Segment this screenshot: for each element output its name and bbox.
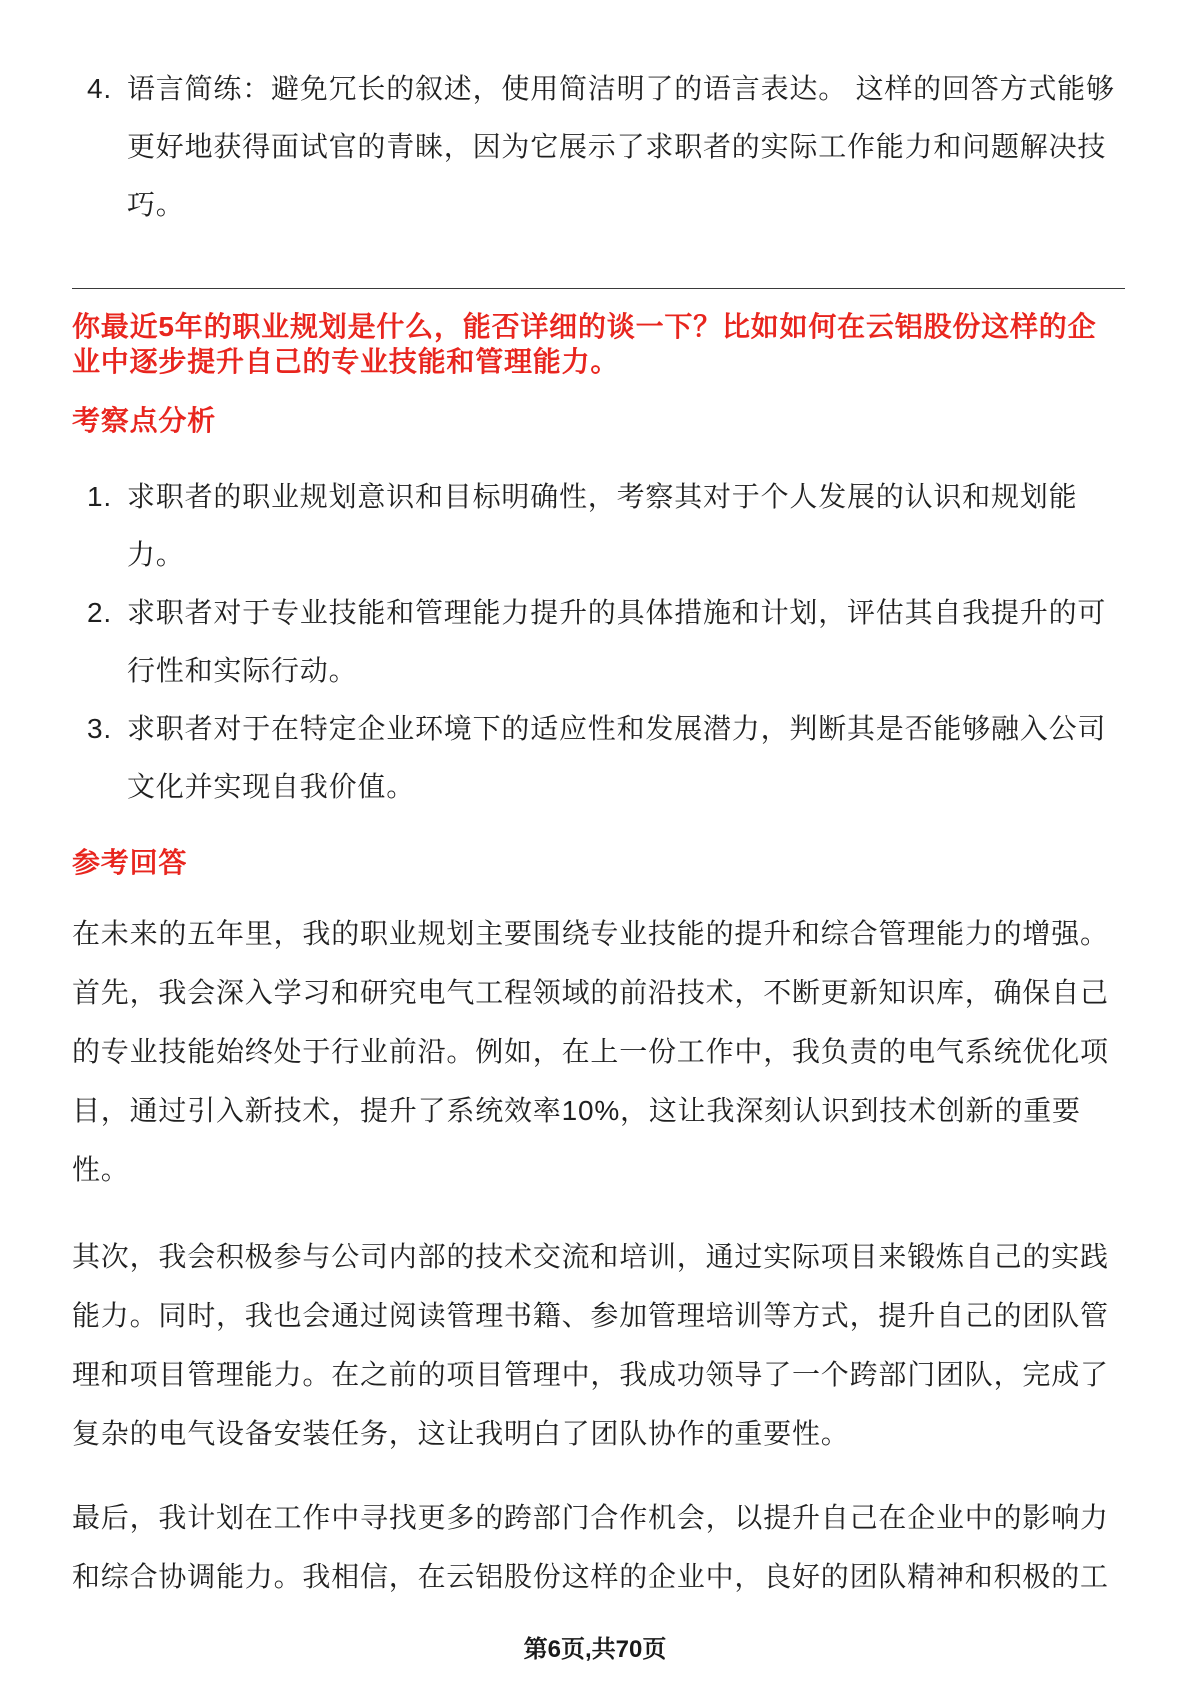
answer-paragraph: 其次，我会积极参与公司内部的技术交流和培训，通过实际项目来锻炼自己的实践能力。同时，我也会通过阅读管理书籍、参加管理培训等方式，提升自己的团队管理和项目管理能力。在之前的项目管理中，我成功领导了一个跨部门团队，完成了复杂的电气设备安装任务，这让我明白了团队协作的重要性。	[72, 1241, 1109, 1449]
previous-list-item	[72, 60, 1118, 234]
list-item	[72, 700, 1118, 816]
page-number: 第6页,共70页	[523, 1636, 667, 1663]
interview-question: 你最近5年的职业规划是什么，能否详细的谈一下？比如如何在云铝股份这样的企业中逐步提升自己的专业技能和管理能力。	[72, 311, 1097, 377]
list-item-text: 求职者的职业规划意识和目标明确性，考察其对于个人发展的认识和规划能力。	[127, 481, 1078, 570]
list-item-number: 4.	[87, 73, 112, 104]
list-item-number: 3.	[87, 713, 112, 744]
list-item	[72, 584, 1118, 700]
page-content	[72, 60, 1118, 1606]
list-item-text: 求职者对于在特定企业环境下的适应性和发展潜力，判断其是否能够融入公司文化并实现自我价值。	[127, 713, 1107, 802]
answer-heading: 参考回答	[72, 847, 188, 878]
list-item	[72, 468, 1118, 584]
list-item-text: 语言简练：避免冗长的叙述，使用简洁明了的语言表达。 这样的回答方式能够更好地获得面试官的青睐，因为它展示了求职者的实际工作能力和问题解决技巧。	[127, 73, 1115, 220]
list-item-number: 1.	[87, 481, 112, 512]
list-item-text: 求职者对于专业技能和管理能力提升的具体措施和计划，评估其自我提升的可行性和实际行动。	[127, 597, 1107, 686]
analysis-list	[72, 468, 1118, 816]
analysis-heading: 考察点分析	[72, 405, 217, 436]
list-item-number: 2.	[87, 597, 112, 628]
section-divider	[72, 288, 1125, 289]
answer-paragraph: 最后，我计划在工作中寻找更多的跨部门合作机会，以提升自己在企业中的影响力和综合协调能力。我相信，在云铝股份这样的企业中，良好的团队精神和积极的工	[72, 1502, 1109, 1592]
answer-paragraph: 在未来的五年里，我的职业规划主要围绕专业技能的提升和综合管理能力的增强。首先，我会深入学习和研究电气工程领域的前沿技术，不断更新知识库，确保自己的专业技能始终处于行业前沿。例如，在上一份工作中，我负责的电气系统优化项目，通过引入新技术，提升了系统效率10%，这让我深刻认识到技术创新的重要性。	[72, 918, 1109, 1185]
